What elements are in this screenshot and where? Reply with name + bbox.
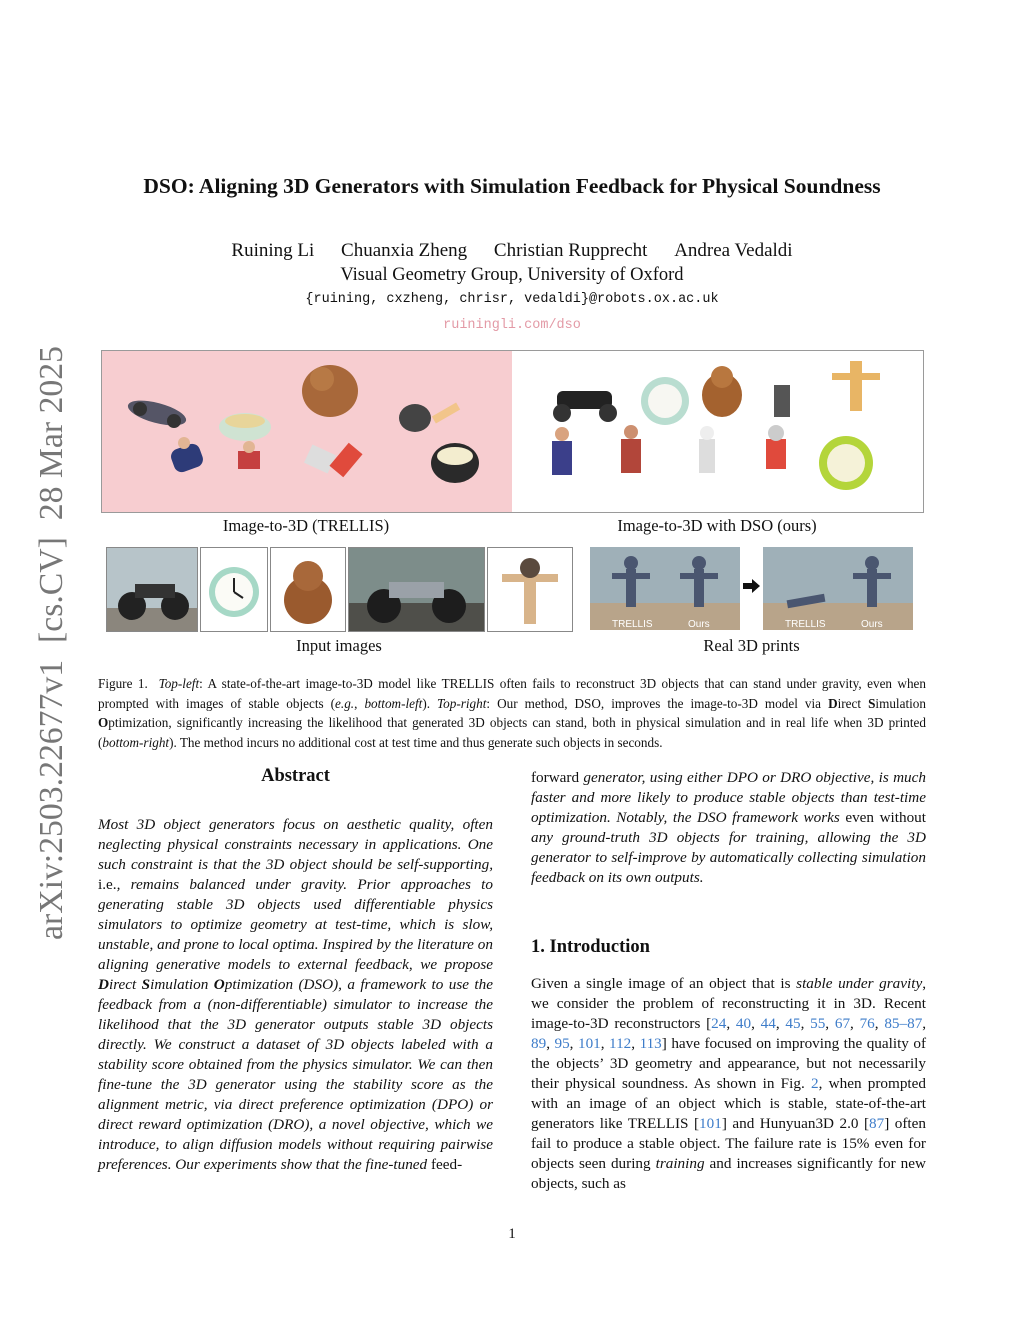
intro-text: Given a single image of an object that is stable under gravity, we consider the problem of reconstructing it in 3D. Recent image-to-3D reconstructors [24, 40, 44, 45, 55, 67, 76, 85–87, 89, 95, 101, 112, 113] have focused on improving the quality of the objects’ 3D geometry and appearance, but not necessarily their physical soundness. As shown in Fig. 2, when prompted with an image of an object which is stable, state-of-the-art generators like TRELLIS [101] and Hunyuan3D 2.0 [87] often fail to produce a stable object. The failure rate is 15% even for objects seen during training and increases significantly for new objects, such as <box>531 975 927 1192</box>
citation-link[interactable]: 95 <box>554 1035 570 1052</box>
author-4: Andrea Vedaldi <box>674 240 793 261</box>
input-image-motorbike-street <box>348 547 485 632</box>
paper-title: DSO: Aligning 3D Generators with Simulation Feedback for Physical Soundness <box>143 174 881 198</box>
print-tag-trellis-1: TRELLIS <box>612 619 653 630</box>
citation-link[interactable]: 101 <box>577 1035 601 1052</box>
citation-link[interactable]: 87 <box>869 1115 885 1132</box>
figure-teaser-panel <box>101 350 924 513</box>
print-tag-ours-1: Ours <box>688 619 710 630</box>
label-real-prints: Real 3D prints <box>703 636 800 655</box>
abstract-text: Most 3D object generators focus on aesthetic quality, often neglecting physical constraints necessary in applications. One such constraint is that the 3D object should be self-supporting, i.e., remains balanced under gravity. Prior approaches to generating stable 3D objects used differentiable physics simulators to optimize geometry at test-time, which is slow, unstable, and prone to local optima. Inspired by the literature on aligning generative models to external feedback, we propose Direct Simulation Optimization (DSO), a framework to use the feedback from a (non-differentiable) simulator to increase the likelihood that the 3D generator outputs stable 3D objects directly. We construct a dataset of 3D objects labeled with a stability score obtained from the physics simulator. We can then fine-tune the 3D generator using the stability score as the alignment metric, via direct preference optimization (DPO) or direct reward optimization (DRO), a novel objective, which we introduce, to align diffusion models without requiring pairwise preferences. Our experiments show that the fine-tuned feed- <box>98 816 493 1173</box>
citation-link[interactable]: 24 <box>711 1015 727 1032</box>
citation-link[interactable]: 112 <box>609 1035 632 1052</box>
citation-link[interactable]: 45 <box>785 1015 801 1032</box>
abstract-text-continued: forward generator, using either DPO or DRO objective, is much faster and more likely to produce stable objects than test-time optimization. Notably, the DSO framework works even without any ground-truth 3D objects for training, allowing the 3D generator to self-improve by automatically collecting simulation feedback on its own outputs. <box>531 769 926 886</box>
citation-link[interactable]: 55 <box>810 1015 826 1032</box>
input-image-clock <box>200 547 268 632</box>
citation-link[interactable]: 85–87 <box>884 1015 923 1032</box>
input-image-figure <box>487 547 573 632</box>
author-list <box>0 240 1024 262</box>
label-input-images: Input images <box>296 636 382 655</box>
print-photo-before <box>590 547 740 630</box>
citation-link[interactable]: 44 <box>760 1015 776 1032</box>
author-emails: {ruining, cxzheng, chrisr, vedaldi}@robots.ox.ac.uk <box>305 292 719 307</box>
citation-link[interactable]: 101 <box>699 1115 722 1132</box>
figure-caption: Figure 1. Top-left: A state-of-the-art image-to-3D model like TRELLIS often fails to reconstruct 3D objects that can stand under gravity, even when prompted with images of stable objects (e.g., bottom-left). Top-right: Our method, DSO, improves the image-to-3D model via Direct Simulation Optimization, significantly increasing the likelihood that generated 3D objects can stand, both in physical simulation and in real life when 3D printed (bottom-right). The method incurs no additional cost at test time and thus generate such objects in seconds. <box>98 676 926 750</box>
arxiv-stamp <box>30 346 70 940</box>
input-image-teddy-bear <box>270 547 346 632</box>
print-photo-after <box>763 547 913 630</box>
print-tag-trellis-2: TRELLIS <box>785 619 826 630</box>
arrow-right-icon <box>741 576 761 596</box>
citation-link[interactable]: 76 <box>859 1015 875 1032</box>
affiliation: Visual Geometry Group, University of Oxford <box>340 265 684 285</box>
intro-heading: 1. Introduction <box>531 937 650 957</box>
label-dso: Image-to-3D with DSO (ours) <box>617 516 817 535</box>
project-url-link[interactable]: ruiningli.com/dso <box>443 318 581 333</box>
figure-ref-link[interactable]: 2 <box>811 1075 819 1092</box>
citation-link[interactable]: 113 <box>639 1035 662 1052</box>
input-image-motorcycle <box>106 547 198 632</box>
author-1: Ruining Li <box>231 240 315 261</box>
author-3: Christian Rupprecht <box>493 240 648 261</box>
author-2: Chuanxia Zheng <box>341 240 468 261</box>
citation-link[interactable]: 40 <box>735 1015 752 1032</box>
citation-link[interactable]: 89 <box>531 1035 547 1052</box>
arxiv-stamp-text: arXiv:2503.22677v1 [cs.CV] 28 Mar 2025 <box>33 350 70 940</box>
print-tag-ours-2: Ours <box>861 619 883 630</box>
label-trellis: Image-to-3D (TRELLIS) <box>222 516 390 535</box>
page-number: 1 <box>508 1226 516 1242</box>
abstract-heading: Abstract <box>261 766 330 786</box>
citation-link[interactable]: 67 <box>834 1015 851 1032</box>
